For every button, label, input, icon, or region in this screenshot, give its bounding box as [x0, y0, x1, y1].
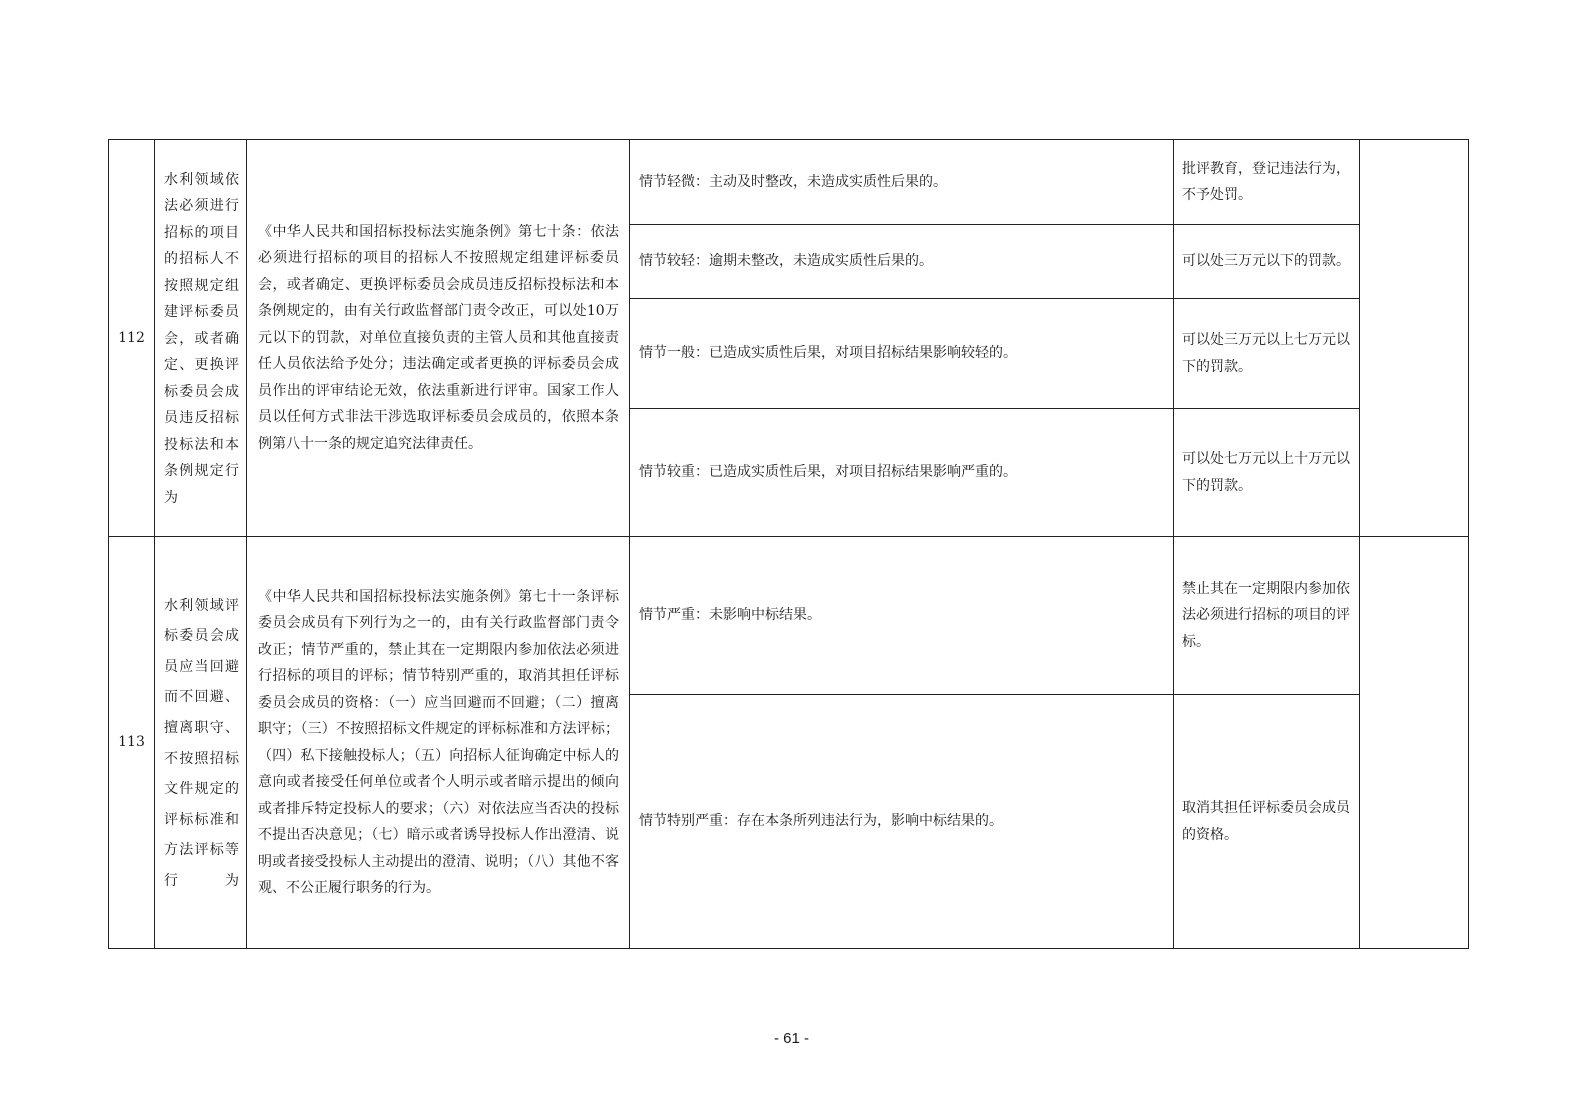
- penalty-standard-cell: 禁止其在一定期限内参加依法必须进行招标的项目的评标。: [1174, 537, 1360, 695]
- violation-item-cell: 水利领域依法必须进行招标的项目的招标人不按照规定组建评标委员会，或者确定、更换评标委员会成员违反招标投标法和本条例规定行为: [155, 140, 247, 537]
- penalty-standard-cell: 批评教育，登记违法行为，不予处罚。: [1174, 140, 1360, 225]
- situation-cell: 情节严重：未影响中标结果。: [630, 537, 1174, 695]
- penalty-standard-cell: 可以处三万元以上七万元以下的罚款。: [1174, 299, 1360, 409]
- situation-cell: 情节轻微：主动及时整改，未造成实质性后果的。: [630, 140, 1174, 225]
- situation-cell: 情节较重：已造成实质性后果，对项目招标结果影响严重的。: [630, 409, 1174, 537]
- penalty-standard-cell: 可以处七万元以上十万元以下的罚款。: [1174, 409, 1360, 537]
- legal-basis-cell: 《中华人民共和国招标投标法实施条例》第七十条：依法必须进行招标的项目的招标人不按照规定组建评标委员会，或者确定、更换评标委员会成员违反招标投标法和本条例规定的，由有关行政监督部门责令改正，可以处10万元以下的罚款，对单位直接负责的主管人员和其他直接责任人员依法给予处分；违法确定或者更换的评标委员会成员作出的评审结论无效，依法重新进行评审。国家工作人员以任何方式非法干涉选取评标委员会成员的，依照本条例第八十一条的规定追究法律责任。: [247, 140, 630, 537]
- legal-basis-cell: 《中华人民共和国招标投标法实施条例》第七十一条评标委员会成员有下列行为之一的，由有关行政监督部门责令改正；情节严重的，禁止其在一定期限内参加依法必须进行招标的项目的评标；情节特别严重的，取消其担任评标委员会成员的资格：（一）应当回避而不回避；（二）擅离职守；（三）不按照招标文件规定的评标标准和方法评标；（四）私下接触投标人；（五）向招标人征询确定中标人的意向或者接受任何单位或者个人明示或者暗示提出的倾向或者排斥特定投标人的要求；（六）对依法应当否决的投标不提出否决意见；（七）暗示或者诱导投标人作出澄清、说明或者接受投标人主动提出的澄清、说明；（八）其他不客观、不公正履行职务的行为。: [247, 537, 630, 949]
- remark-cell: [1360, 140, 1469, 537]
- penalty-standards-table: [108, 139, 1469, 949]
- row-number-cell: 112: [109, 140, 155, 537]
- page-number: - 61 -: [773, 1030, 809, 1047]
- penalty-standard-cell: 可以处三万元以下的罚款。: [1174, 225, 1360, 299]
- penalty-standard-cell: 取消其担任评标委员会成员的资格。: [1174, 695, 1360, 949]
- situation-cell: 情节特别严重：存在本条所列违法行为，影响中标结果的。: [630, 695, 1174, 949]
- situation-cell: 情节一般：已造成实质性后果，对项目招标结果影响较轻的。: [630, 299, 1174, 409]
- violation-item-cell: 水利领域评标委员会成员应当回避而不回避、擅离职守、不按照招标文件规定的评标标准和方法评标等行为: [155, 537, 247, 949]
- table-row-112: [109, 140, 1469, 225]
- table-row-113: [109, 537, 1469, 695]
- situation-cell: 情节较轻：逾期未整改，未造成实质性后果的。: [630, 225, 1174, 299]
- row-number-cell: 113: [109, 537, 155, 949]
- remark-cell: [1360, 537, 1469, 949]
